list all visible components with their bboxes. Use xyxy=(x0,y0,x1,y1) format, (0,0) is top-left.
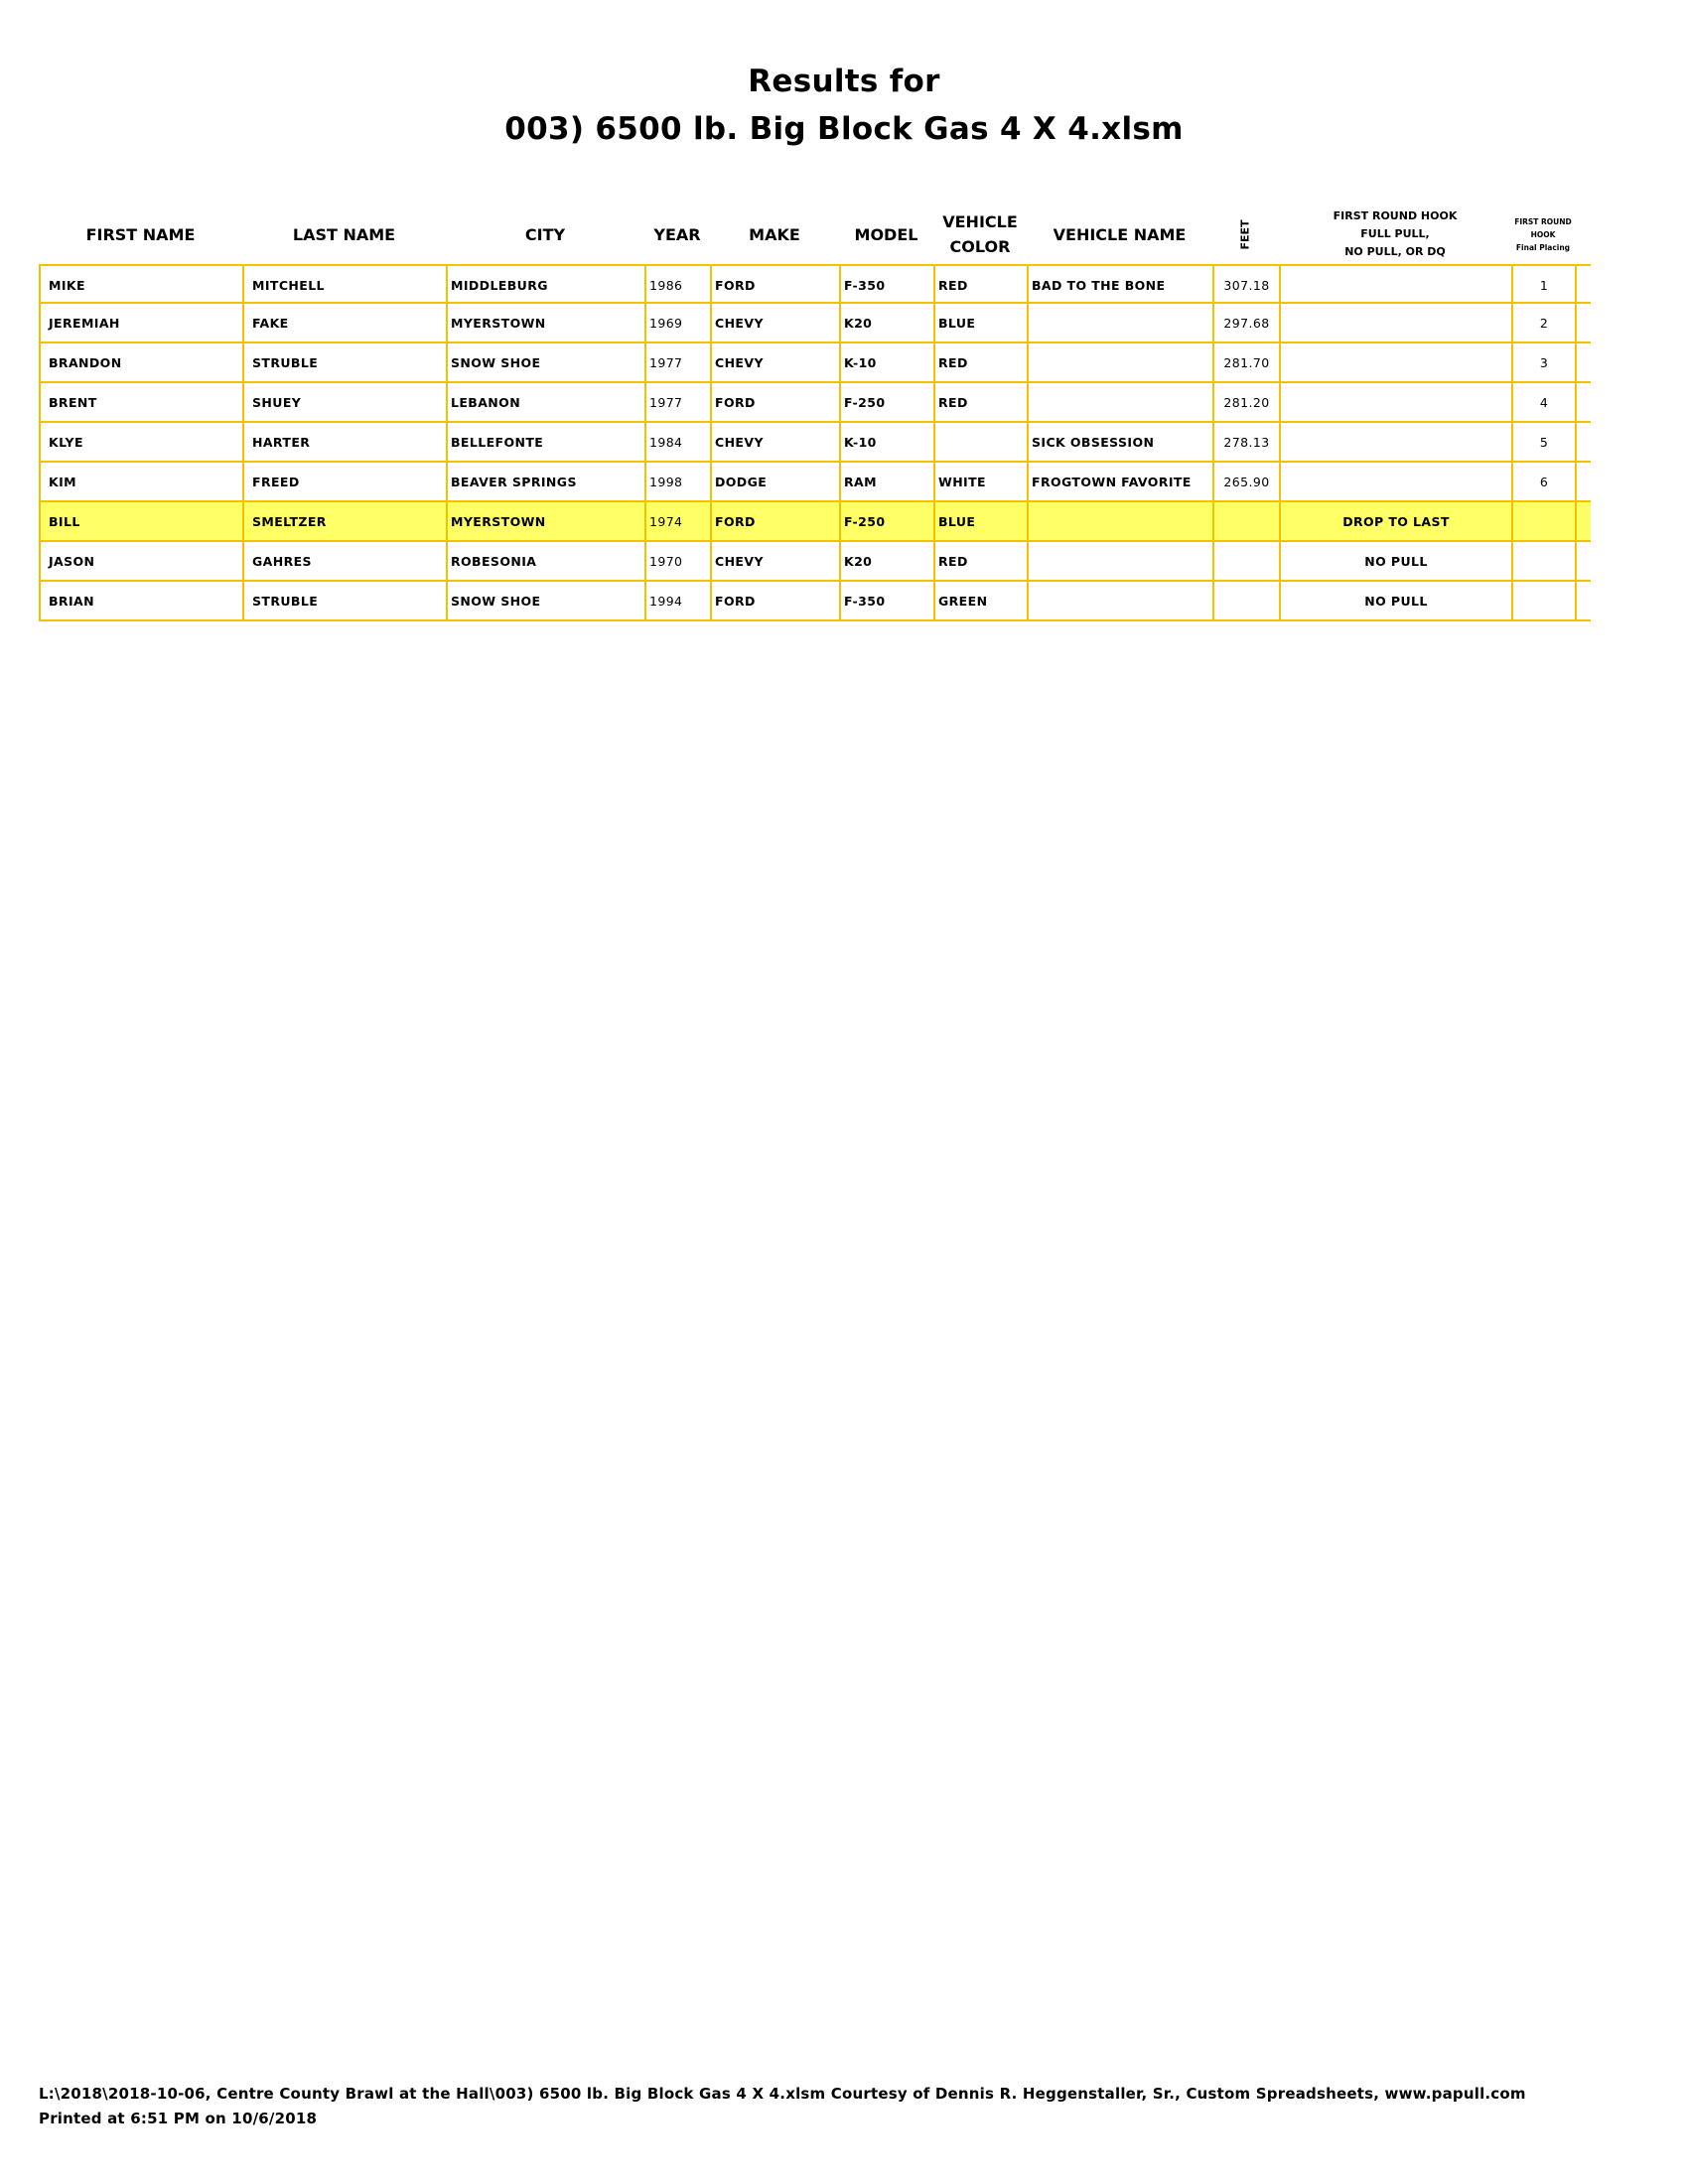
first-name-cell: MIKE xyxy=(39,266,242,304)
hook-cell xyxy=(1279,383,1511,421)
header-first-round-hook xyxy=(1279,204,1511,265)
hook-cell: NO PULL xyxy=(1279,582,1511,619)
color-cell: WHITE xyxy=(933,463,1027,500)
placing-cell: 1 xyxy=(1511,266,1575,304)
header-last-name: LAST NAME xyxy=(292,224,396,244)
table-row xyxy=(39,582,1591,621)
class-title: 003) 6500 lb. Big Block Gas 4 X 4.xlsm xyxy=(504,111,1184,147)
model-cell: K20 xyxy=(839,542,933,580)
header-make: MAKE xyxy=(749,224,800,244)
model-cell: RAM xyxy=(839,463,933,500)
header-vehicle-color xyxy=(933,204,1027,265)
header-hook-line3: NO PULL, OR DQ xyxy=(1344,245,1446,258)
year-cell: 1984 xyxy=(644,423,710,461)
year-cell: 1977 xyxy=(644,383,710,421)
row-edge-cell xyxy=(1575,383,1591,421)
row-edge-cell xyxy=(1575,542,1591,580)
vehicle-name-cell: FROGTOWN FAVORITE xyxy=(1027,463,1212,500)
header-first-name: FIRST NAME xyxy=(85,224,196,244)
header-vehicle-name: VEHICLE NAME xyxy=(1053,224,1187,244)
table-row xyxy=(39,502,1591,542)
vehicle-name-cell: BAD TO THE BONE xyxy=(1027,266,1212,304)
hook-cell xyxy=(1279,463,1511,500)
header-feet-label: FEET xyxy=(1238,218,1252,250)
city-cell: MYERSTOWN xyxy=(446,502,644,540)
last-name-cell: GAHRES xyxy=(242,542,446,580)
table-row xyxy=(39,264,1591,304)
placing-cell: 6 xyxy=(1511,463,1575,500)
first-name-cell: BRANDON xyxy=(39,343,242,381)
table-row xyxy=(39,343,1591,383)
make-cell: CHEVY xyxy=(710,343,839,381)
color-cell: RED xyxy=(933,266,1027,304)
vehicle-name-cell xyxy=(1027,582,1212,619)
header-placing-line1: FIRST ROUND xyxy=(1514,216,1572,226)
hook-cell xyxy=(1279,266,1511,304)
make-cell: FORD xyxy=(710,502,839,540)
last-name-cell: FAKE xyxy=(242,304,446,341)
printed-timestamp: Printed at 6:51 PM on 10/6/2018 xyxy=(39,2110,318,2127)
last-name-cell: STRUBLE xyxy=(242,582,446,619)
table-row xyxy=(39,542,1591,582)
feet-cell xyxy=(1212,502,1279,540)
feet-cell xyxy=(1212,542,1279,580)
header-placing-line3: Final Placing xyxy=(1515,242,1571,252)
last-name-cell: FREED xyxy=(242,463,446,500)
city-cell: MYERSTOWN xyxy=(446,304,644,341)
header-hook-line2: FULL PULL, xyxy=(1360,227,1430,240)
make-cell: FORD xyxy=(710,582,839,619)
table-row xyxy=(39,463,1591,502)
table-row xyxy=(39,423,1591,463)
row-edge-cell xyxy=(1575,304,1591,341)
year-cell: 1977 xyxy=(644,343,710,381)
placing-cell xyxy=(1511,582,1575,619)
vehicle-name-cell: SICK OBSESSION xyxy=(1027,423,1212,461)
last-name-cell: SHUEY xyxy=(242,383,446,421)
header-hook-line1: FIRST ROUND HOOK xyxy=(1333,209,1458,222)
feet-cell: 278.13 xyxy=(1212,423,1279,461)
color-cell xyxy=(933,423,1027,461)
feet-cell: 281.20 xyxy=(1212,383,1279,421)
placing-cell: 2 xyxy=(1511,304,1575,341)
feet-cell: 265.90 xyxy=(1212,463,1279,500)
model-cell: F-250 xyxy=(839,383,933,421)
first-name-cell: JEREMIAH xyxy=(39,304,242,341)
model-cell: F-250 xyxy=(839,502,933,540)
year-cell: 1969 xyxy=(644,304,710,341)
make-cell: DODGE xyxy=(710,463,839,500)
make-cell: FORD xyxy=(710,266,839,304)
color-cell: RED xyxy=(933,383,1027,421)
row-edge-cell xyxy=(1575,423,1591,461)
vehicle-name-cell xyxy=(1027,343,1212,381)
last-name-cell: STRUBLE xyxy=(242,343,446,381)
year-cell: 1998 xyxy=(644,463,710,500)
header-city: CITY xyxy=(524,224,566,244)
file-path-footer: L:\2018\2018-10-06, Centre County Brawl at the Hall\003) 6500 lb. Big Block Gas 4 X 4.xlsm Courtesy of Dennis R. Heggenstaller, Sr., Custom Spreadsheets, www.papull.com xyxy=(39,2085,1526,2103)
year-cell: 1974 xyxy=(644,502,710,540)
table-row xyxy=(39,383,1591,423)
make-cell: CHEVY xyxy=(710,423,839,461)
make-cell: CHEVY xyxy=(710,542,839,580)
vehicle-name-cell xyxy=(1027,304,1212,341)
last-name-cell: MITCHELL xyxy=(242,266,446,304)
make-cell: CHEVY xyxy=(710,304,839,341)
color-cell: BLUE xyxy=(933,502,1027,540)
city-cell: LEBANON xyxy=(446,383,644,421)
header-vehicle-color-line1: VEHICLE xyxy=(942,212,1018,231)
color-cell: GREEN xyxy=(933,582,1027,619)
placing-cell: 4 xyxy=(1511,383,1575,421)
header-year: YEAR xyxy=(653,224,701,244)
placing-cell: 5 xyxy=(1511,423,1575,461)
vehicle-name-cell xyxy=(1027,383,1212,421)
year-cell: 1970 xyxy=(644,542,710,580)
year-cell: 1986 xyxy=(644,266,710,304)
first-name-cell: BILL xyxy=(39,502,242,540)
make-cell: FORD xyxy=(710,383,839,421)
city-cell: BELLEFONTE xyxy=(446,423,644,461)
year-cell: 1994 xyxy=(644,582,710,619)
city-cell: MIDDLEBURG xyxy=(446,266,644,304)
hook-cell xyxy=(1279,304,1511,341)
model-cell: K20 xyxy=(839,304,933,341)
header-vehicle-color-line2: COLOR xyxy=(949,237,1011,256)
first-name-cell: KLYE xyxy=(39,423,242,461)
feet-cell: 297.68 xyxy=(1212,304,1279,341)
results-for-heading: Results for xyxy=(748,64,940,99)
header-placing-line2: HOOK xyxy=(1530,229,1556,239)
hook-cell xyxy=(1279,343,1511,381)
feet-cell xyxy=(1212,582,1279,619)
vehicle-name-cell xyxy=(1027,502,1212,540)
city-cell: BEAVER SPRINGS xyxy=(446,463,644,500)
color-cell: BLUE xyxy=(933,304,1027,341)
vehicle-name-cell xyxy=(1027,542,1212,580)
hook-cell: DROP TO LAST xyxy=(1279,502,1511,540)
city-cell: ROBESONIA xyxy=(446,542,644,580)
model-cell: F-350 xyxy=(839,266,933,304)
feet-cell: 281.70 xyxy=(1212,343,1279,381)
model-cell: K-10 xyxy=(839,423,933,461)
row-edge-cell xyxy=(1575,582,1591,619)
placing-cell xyxy=(1511,542,1575,580)
header-model: MODEL xyxy=(854,224,918,244)
row-edge-cell xyxy=(1575,343,1591,381)
results-table xyxy=(39,264,1591,621)
last-name-cell: SMELTZER xyxy=(242,502,446,540)
header-feet xyxy=(1212,204,1279,265)
first-name-cell: JASON xyxy=(39,542,242,580)
placing-cell: 3 xyxy=(1511,343,1575,381)
last-name-cell: HARTER xyxy=(242,423,446,461)
first-name-cell: BRIAN xyxy=(39,582,242,619)
hook-cell xyxy=(1279,423,1511,461)
model-cell: K-10 xyxy=(839,343,933,381)
model-cell: F-350 xyxy=(839,582,933,619)
first-name-cell: KIM xyxy=(39,463,242,500)
table-row xyxy=(39,304,1591,343)
color-cell: RED xyxy=(933,542,1027,580)
header-final-placing xyxy=(1511,204,1575,265)
feet-cell: 307.18 xyxy=(1212,266,1279,304)
placing-cell xyxy=(1511,502,1575,540)
city-cell: SNOW SHOE xyxy=(446,582,644,619)
row-edge-cell xyxy=(1575,502,1591,540)
row-edge-cell xyxy=(1575,266,1591,304)
city-cell: SNOW SHOE xyxy=(446,343,644,381)
color-cell: RED xyxy=(933,343,1027,381)
hook-cell: NO PULL xyxy=(1279,542,1511,580)
table-header xyxy=(39,204,1591,265)
first-name-cell: BRENT xyxy=(39,383,242,421)
row-edge-cell xyxy=(1575,463,1591,500)
